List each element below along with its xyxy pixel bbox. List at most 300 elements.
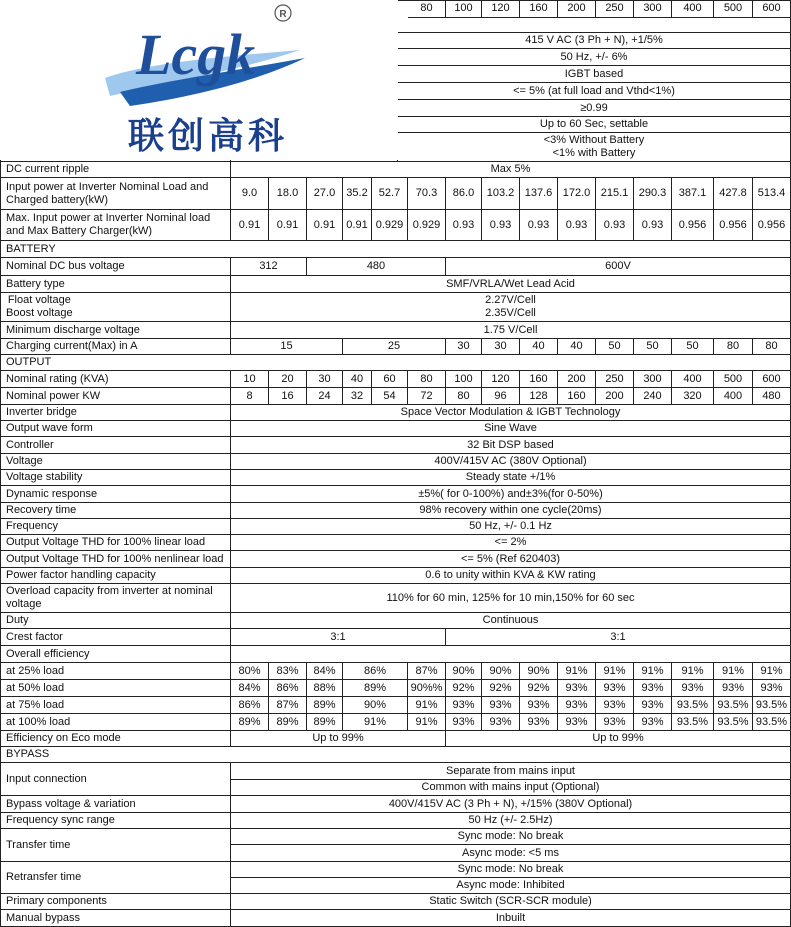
input-power-value-text: 427.8 [719, 187, 747, 200]
input-power-value [446, 178, 482, 210]
max-input-power-value [714, 210, 753, 241]
stability-label-text: Voltage stability [6, 471, 83, 484]
dc-bus-value-text: 312 [259, 260, 278, 273]
rating-header-cell-text: 300 [643, 2, 662, 15]
float-boost-label-line-2: Boost voltage [6, 307, 73, 319]
rating-header-cell [753, 0, 791, 18]
eff25-value-text: 83% [276, 664, 299, 677]
charging-current-value-text: 40 [570, 340, 583, 353]
max-input-power-value-text: 0.956 [719, 218, 747, 231]
output-section-header-text: OUTPUT [6, 356, 52, 369]
eff50-value [714, 680, 753, 697]
kva-rating-value [343, 371, 372, 388]
max-input-power-value-text: 0.93 [603, 218, 626, 231]
overload-value [231, 584, 791, 613]
kw-rating-value-text: 32 [350, 389, 364, 402]
registered-mark: R [279, 9, 287, 20]
controller-label-text: Controller [6, 438, 54, 451]
eff50-value-text: 88% [313, 681, 336, 694]
kva-rating-value-text: 120 [491, 372, 510, 385]
max-input-power-value-text: 0.93 [641, 218, 664, 231]
eff100-value-text: 93% [565, 715, 588, 728]
logo-chinese-name: 联创高科 [128, 116, 289, 157]
eco-mode-value [446, 731, 791, 747]
eff100-value-text: 93.5% [755, 715, 788, 728]
eff25-value [307, 663, 343, 680]
rating-header-cell-text: 200 [567, 2, 586, 15]
retransfer-time-label-text: Retransfer time [6, 871, 82, 884]
eff75-value [269, 697, 307, 714]
eff100-value [231, 714, 269, 731]
dc-ripple-label [0, 162, 231, 178]
charging-current-value [343, 339, 446, 355]
input-power-value [408, 178, 446, 210]
manual-bypass-label [0, 910, 231, 927]
eff75-value-text: 89% [313, 698, 336, 711]
retransfer-time-value [231, 878, 791, 894]
input-ripple-cell [398, 133, 791, 162]
recovery-label [0, 503, 231, 519]
eff100-value-text: 93% [603, 715, 626, 728]
kva-rating-value-text: 200 [567, 372, 586, 385]
battery-type-label [0, 276, 231, 293]
duty-label-text: Duty [6, 614, 29, 627]
recovery-value-text: 98% recovery within one cycle(20ms) [419, 504, 602, 517]
max-input-power-value-text: 0.929 [412, 218, 441, 231]
kva-rating-value-text: 30 [318, 372, 331, 385]
kw-rating-value-text: 8 [246, 389, 253, 402]
float-boost-label [0, 293, 231, 322]
crest-factor-value [231, 629, 446, 646]
charging-current-value [558, 339, 596, 355]
primary-components-value-text: Static Switch (SCR-SCR module) [429, 895, 592, 908]
crest-factor-label-text: Crest factor [6, 630, 63, 643]
eff25-value [634, 663, 672, 680]
kw-rating-value-text: 160 [567, 389, 586, 402]
input-ripple-cell-line-2: <1% with Battery [552, 147, 636, 159]
max-input-power-value [634, 210, 672, 241]
rating-header-cell-text: 400 [683, 2, 702, 15]
float-boost-value-line-2: 2.35V/Cell [485, 307, 536, 319]
input-connection-value [231, 780, 791, 796]
stability-value [231, 470, 791, 486]
voltage-label [0, 454, 231, 470]
sync-range-value-text: 50 Hz (+/- 2.5Hz) [468, 814, 553, 827]
waveform-label [0, 421, 231, 437]
overload-label-text: Overload capacity from inverter at nominal voltage [6, 585, 213, 610]
bypass-section-header-text: BYPASS [6, 748, 50, 761]
kw-rating-value [343, 388, 372, 405]
bypass-voltage-label-text: Bypass voltage & variation [6, 797, 136, 810]
battery-section-header [0, 241, 791, 258]
charging-current-value-text: 30 [457, 340, 470, 353]
kva-rating-value [446, 371, 482, 388]
crest-factor-label [0, 629, 231, 646]
kva-rating-value-text: 160 [529, 372, 548, 385]
kva-rating-value-text: 400 [683, 372, 702, 385]
eff75-value-text: 93% [603, 698, 626, 711]
dc-bus-value [307, 258, 446, 276]
kw-rating-value-text: 128 [529, 389, 548, 402]
float-boost-value-line-1: 2.27V/Cell [485, 294, 536, 307]
eff75-value-text: 93% [489, 698, 512, 711]
overload-value-text: 110% for 60 min, 125% for 10 min,150% for 60 sec [386, 591, 635, 604]
transfer-time-value-text: Sync mode: No break [457, 830, 564, 843]
bypass-voltage-value-text: 400V/415V AC (3 Ph + N), +/15% (380V Optional) [388, 797, 633, 810]
kva-rating-value [372, 371, 408, 388]
kw-rating-value-text: 96 [494, 389, 507, 402]
max-input-power-value [520, 210, 558, 241]
kva-rating-value-text: 100 [454, 372, 473, 385]
kw-rating-value-text: 24 [318, 389, 331, 402]
kva-rating-value [753, 371, 791, 388]
min-discharge-value-text: 1.75 V/Cell [483, 323, 538, 336]
waveform-value-text: Sine Wave [484, 422, 537, 435]
sync-range-label [0, 813, 231, 829]
max-input-power-value-text: 0.93 [527, 218, 550, 231]
eff50-value-text: 86% [276, 681, 299, 694]
eff100-value-text: 93% [452, 715, 475, 728]
inverter-label-text: Inverter bridge [6, 406, 77, 419]
kva-rating-value-text: 80 [420, 372, 433, 385]
eff100-value [307, 714, 343, 731]
kw-rating-value-text: 400 [723, 389, 743, 402]
max-input-power-value-text: 0.91 [313, 218, 336, 231]
dc-ripple-label-text: DC current ripple [6, 163, 90, 176]
dynamic-value-text: ±5%( for 0-100%) and±3%(for 0-50%) [418, 487, 603, 500]
battery-type-label-text: Battery type [6, 277, 65, 290]
max-input-power-value [307, 210, 343, 241]
input-value-cell [398, 117, 791, 133]
eff100-value-text: 93% [527, 715, 550, 728]
eff100-value-text: 89% [313, 715, 336, 728]
primary-components-label [0, 894, 231, 910]
max-input-power-value [446, 210, 482, 241]
eff50-value [446, 680, 482, 697]
eff75-value [307, 697, 343, 714]
eff25-value-text: 90% [527, 664, 550, 677]
kva-rating-value [672, 371, 714, 388]
kw-rating-value-text: 320 [683, 389, 702, 402]
eff75-value-text: 93% [641, 698, 664, 711]
max-input-power-value-text: 0.956 [678, 218, 707, 231]
input-connection-value-text: Common with mains input (Optional) [421, 781, 600, 794]
max-input-power-value [372, 210, 408, 241]
kw-rating-value-text: 480 [762, 389, 781, 402]
crest-factor-value-text: 3:1 [610, 630, 626, 643]
kva-rating-value-text: 60 [383, 372, 396, 385]
rating-header-cell [714, 0, 753, 18]
eff25-value-text: 91% [565, 664, 588, 677]
eff50-value-text: 93% [721, 681, 745, 694]
eff75-value [634, 697, 672, 714]
charging-current-value [753, 339, 791, 355]
battery-type-value-text: SMF/VRLA/Wet Lead Acid [446, 277, 575, 290]
eff25-value [520, 663, 558, 680]
kva-rating-label [0, 371, 231, 388]
charging-current-value-text: 30 [494, 340, 507, 353]
eff25-value-text: 91% [721, 664, 745, 677]
retransfer-time-value-text: Async mode: Inhibited [456, 879, 565, 892]
eff100-value [596, 714, 634, 731]
kw-rating-value [307, 388, 343, 405]
input-power-value [372, 178, 408, 210]
manual-bypass-label-text: Manual bypass [6, 911, 80, 924]
efficiency-label [0, 646, 231, 663]
max-input-power-value [343, 210, 372, 241]
logo-wordmark: Lcgk [136, 22, 256, 87]
eff50-value [482, 680, 520, 697]
eff50-value-text: 90%% [410, 681, 443, 694]
max-input-power-value [231, 210, 269, 241]
waveform-value [231, 421, 791, 437]
kw-rating-label-text: Nominal power KW [6, 389, 101, 402]
thd-nonlinear-label-text: Output Voltage THD for 100% nenlinear load [6, 552, 224, 565]
max-input-power-value-text: 0.956 [757, 218, 786, 231]
controller-value-text: 32 Bit DSP based [467, 438, 554, 451]
overload-label [0, 584, 231, 613]
input-value-cell [398, 66, 791, 83]
thd-linear-value-text: <= 2% [494, 536, 527, 549]
recovery-value [231, 503, 791, 519]
rating-header-cell-text: 250 [605, 2, 624, 15]
eff75-value [408, 697, 446, 714]
input-power-value [482, 178, 520, 210]
input-value-cell-text: ≥0.99 [580, 101, 608, 114]
bypass-voltage-value [231, 796, 791, 813]
eff50-value [231, 680, 269, 697]
eco-mode-value [231, 731, 446, 747]
eff25-value-text: 91% [760, 664, 783, 677]
eff75-label-text: at 75% load [6, 698, 65, 711]
eff25-value [482, 663, 520, 680]
eff75-value [714, 697, 753, 714]
charging-current-value [672, 339, 714, 355]
eff50-value-text: 92% [527, 681, 550, 694]
input-power-value [231, 178, 269, 210]
charging-current-value-text: 25 [387, 340, 401, 353]
input-power-value [520, 178, 558, 210]
eff50-label [0, 680, 231, 697]
kva-rating-value [269, 371, 307, 388]
charging-current-label [0, 339, 231, 355]
input-power-value-text: 35.2 [346, 187, 368, 200]
eff25-value [269, 663, 307, 680]
battery-type-value [231, 276, 791, 293]
input-value-cell-text: IGBT based [564, 67, 624, 80]
rating-header-cell [558, 0, 596, 18]
thd-linear-value [231, 535, 791, 551]
primary-components-label-text: Primary components [6, 895, 107, 908]
float-boost-value [231, 293, 791, 322]
kw-rating-value [714, 388, 753, 405]
eff25-value [753, 663, 791, 680]
kva-rating-value [231, 371, 269, 388]
battery-section-header-text: BATTERY [6, 242, 56, 255]
kw-rating-value [520, 388, 558, 405]
input-ripple-cell-line-1: <3% Without Battery [543, 134, 645, 147]
input-power-value-text: 137.6 [524, 187, 553, 200]
recovery-label-text: Recovery time [6, 504, 77, 517]
eff100-value [482, 714, 520, 731]
kva-rating-value [482, 371, 520, 388]
eff100-value [558, 714, 596, 731]
eff50-value [520, 680, 558, 697]
max-input-power-value-text: 0.93 [489, 218, 512, 231]
inverter-value-text: Space Vector Modulation & IGBT Technology [400, 406, 621, 419]
charging-current-value-text: 50 [608, 340, 621, 353]
input-power-value [343, 178, 372, 210]
bypass-section-header [0, 747, 791, 763]
stability-value-text: Steady state +/1% [465, 471, 556, 484]
max-input-power-label [0, 210, 231, 241]
input-power-value-text: 70.3 [415, 187, 438, 200]
dc-bus-value [446, 258, 791, 276]
input-power-value [634, 178, 672, 210]
dynamic-value [231, 486, 791, 503]
retransfer-time-label [0, 862, 231, 894]
max-input-power-value-text: 0.91 [276, 218, 299, 231]
eff75-value-text: 93% [565, 698, 588, 711]
eff50-value [343, 680, 408, 697]
pf-value-text: 0.6 to unity within KVA & KW rating [425, 569, 596, 582]
kw-rating-value [753, 388, 791, 405]
charging-current-value [231, 339, 343, 355]
kw-rating-value [558, 388, 596, 405]
eff25-value [446, 663, 482, 680]
max-input-power-value-text: 0.93 [452, 218, 475, 231]
eff100-value [753, 714, 791, 731]
kw-rating-value-text: 200 [605, 389, 624, 402]
eff75-value [672, 697, 714, 714]
input-value-cell-text: Up to 60 Sec, settable [539, 118, 649, 131]
eff100-value [634, 714, 672, 731]
rating-header-cell-text: 100 [454, 2, 473, 15]
eco-mode-value-text: Up to 99% [312, 732, 364, 745]
input-power-value-text: 215.1 [600, 187, 629, 200]
controller-value [231, 437, 791, 454]
eff50-value-text: 93% [760, 681, 783, 694]
eff25-value-text: 91% [681, 664, 704, 677]
eff50-value [672, 680, 714, 697]
eff75-value-text: 87% [276, 698, 299, 711]
eff50-value [634, 680, 672, 697]
eff75-value-text: 93% [527, 698, 550, 711]
dc-ripple-value [231, 162, 791, 178]
charging-current-value-text: 80 [765, 340, 778, 353]
eff100-value [269, 714, 307, 731]
eff75-value-text: 91% [415, 698, 438, 711]
thd-nonlinear-value [231, 551, 791, 568]
crest-factor-value [446, 629, 791, 646]
eff100-value-text: 93.5% [717, 715, 749, 728]
eff50-value [307, 680, 343, 697]
charging-current-value-text: 15 [280, 340, 293, 353]
input-value-cell [398, 18, 791, 33]
max-input-power-value [558, 210, 596, 241]
max-input-power-label-text: Max. Input power at Inverter Nominal load and Max Battery Charger(kW) [6, 212, 211, 237]
input-value-cell [398, 83, 791, 100]
dc-bus-value-text: 480 [366, 260, 386, 273]
input-power-value [753, 178, 791, 210]
rating-header-cell [520, 0, 558, 18]
rating-header-cell-text: 80 [420, 2, 433, 15]
eff75-value [446, 697, 482, 714]
eff75-value-text: 93.5% [676, 698, 709, 711]
input-power-value-text: 103.2 [486, 187, 515, 200]
logo-graphic [0, 0, 398, 160]
transfer-time-label [0, 829, 231, 862]
input-power-value-text: 27.0 [313, 187, 336, 200]
kw-rating-value [231, 388, 269, 405]
input-power-value-text: 9.0 [241, 187, 258, 200]
rating-header-cell [596, 0, 634, 18]
charging-current-value [446, 339, 482, 355]
input-power-value-text: 18.0 [276, 187, 299, 200]
eff25-value [231, 663, 269, 680]
eff50-value [596, 680, 634, 697]
charging-current-value-text: 50 [686, 340, 699, 353]
eff25-value-text: 90% [452, 664, 475, 677]
charging-current-value-text: 80 [726, 340, 740, 353]
dc-bus-value-text: 600V [605, 260, 631, 273]
frequency-label-text: Frequency [6, 520, 58, 533]
company-logo [0, 0, 398, 160]
eff50-value [269, 680, 307, 697]
eff100-value-text: 93% [641, 715, 664, 728]
input-power-value [714, 178, 753, 210]
frequency-value [231, 519, 791, 535]
kva-rating-label-text: Nominal rating (KVA) [6, 372, 109, 385]
eff100-value-text: 91% [415, 715, 438, 728]
dc-bus-label [0, 258, 231, 276]
rating-header-cell-text: 600 [762, 2, 781, 15]
duty-label [0, 613, 231, 629]
dc-bus-value [231, 258, 307, 276]
input-power-value [596, 178, 634, 210]
input-value-cell-text: 415 V AC (3 Ph + N), +1/5% [525, 34, 663, 47]
pf-label [0, 568, 231, 584]
kw-rating-value [269, 388, 307, 405]
sync-range-value [231, 813, 791, 829]
eff25-value-text: 91% [641, 664, 664, 677]
max-input-power-value-text: 0.929 [375, 218, 404, 231]
kva-rating-value-text: 300 [643, 372, 662, 385]
max-input-power-value [753, 210, 791, 241]
eff25-value-text: 80% [238, 664, 261, 677]
eff75-value [558, 697, 596, 714]
rating-header-cell [446, 0, 482, 18]
min-discharge-label [0, 322, 231, 339]
manual-bypass-value-text: Inbuilt [495, 911, 526, 924]
charging-current-value-text: 40 [532, 340, 545, 353]
eff50-value [753, 680, 791, 697]
transfer-time-value [231, 829, 791, 845]
transfer-time-value [231, 845, 791, 862]
eff100-label-text: at 100% load [6, 715, 71, 728]
kva-rating-value [634, 371, 672, 388]
input-power-value-text: 86.0 [452, 187, 475, 200]
frequency-label [0, 519, 231, 535]
input-power-value-text: 387.1 [678, 187, 707, 200]
kw-rating-value [372, 388, 408, 405]
rating-header-cell [672, 0, 714, 18]
eff75-value [520, 697, 558, 714]
transfer-time-label-text: Transfer time [6, 838, 71, 851]
max-input-power-value-text: 0.91 [346, 218, 368, 231]
eff25-value [343, 663, 408, 680]
eff75-value-text: 93.5% [755, 698, 788, 711]
